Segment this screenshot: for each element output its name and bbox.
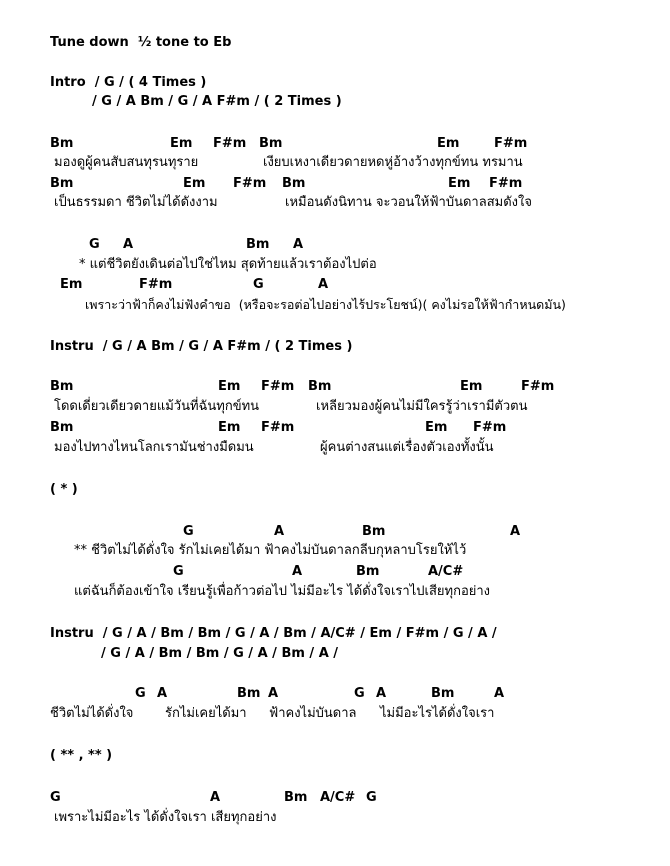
chord: F#m	[261, 379, 295, 394]
chord: F#m	[213, 136, 247, 151]
chord: Em	[460, 379, 483, 394]
chord: Em	[448, 176, 471, 191]
chord: Bm	[246, 237, 270, 252]
chord: F#m	[521, 379, 555, 394]
chord: F#m	[233, 176, 267, 191]
chord: A/C#	[428, 564, 464, 579]
lyric: แต่ฉันก็ต้องเข้าใจ เรียนรู้เพื่อก้าวต่อไป ไม่มีอะไร ได้ดั่งใจเราไปเสียทุกอย่าง	[74, 584, 491, 599]
instru-line-1: Instru / G / A Bm / G / A F#m / ( 2 Times )	[50, 339, 353, 354]
chord: F#m	[261, 420, 295, 435]
chord: G	[50, 790, 61, 805]
chord: G	[89, 237, 100, 252]
lyric: * แต่ชีวิตยังเดินต่อไปใช่ไหม สุดท้ายแล้วเราต้องไปต่อ	[79, 257, 377, 272]
repeat-chorus-marker: ( * )	[50, 482, 78, 497]
chord: F#m	[494, 136, 528, 151]
chord: Em	[183, 176, 206, 191]
lyric: เพราะไม่มีอะไร ได้ดั่งใจเรา เสียทุกอย่าง	[54, 810, 277, 825]
chord: Bm	[259, 136, 283, 151]
chord: A	[274, 524, 285, 539]
chord: Bm	[284, 790, 308, 805]
chord: Em	[170, 136, 193, 151]
chord: Bm	[431, 686, 455, 701]
chord: Bm	[356, 564, 380, 579]
intro-line-2: / G / A Bm / G / A F#m / ( 2 Times )	[92, 94, 342, 109]
chord: Em	[425, 420, 448, 435]
chord: G	[135, 686, 146, 701]
chord: G	[183, 524, 194, 539]
chord: F#m	[489, 176, 523, 191]
lyric: เหลียวมองผู้คนไม่มีใครรู้ว่าเรามีตัวตน	[316, 399, 528, 414]
chord: Em	[218, 420, 241, 435]
tuning-note: Tune down ½ tone to Eb	[50, 35, 232, 50]
chord: A/C#	[320, 790, 356, 805]
lyric: เป็นธรรมดา ชีวิตไม่ได้ดังงาม	[54, 195, 218, 210]
repeat-chorus-2-marker: ( ** , ** )	[50, 748, 113, 763]
lyric: มองไปทางไหนโลกเรามันช่างมืดมน	[54, 440, 254, 455]
chord: Em	[437, 136, 460, 151]
chord: A	[318, 277, 329, 292]
chord: A	[210, 790, 221, 805]
lyric: ไม่มีอะไรได้ดั่งใจเรา	[380, 706, 495, 721]
chord: A	[123, 237, 134, 252]
chord: F#m	[139, 277, 173, 292]
intro-line-1: Intro / G / ( 4 Times )	[50, 75, 207, 90]
chord: A	[157, 686, 168, 701]
chord: Em	[218, 379, 241, 394]
chord: A	[268, 686, 279, 701]
chord: Bm	[50, 379, 74, 394]
chord: F#m	[473, 420, 507, 435]
chord: Bm	[362, 524, 386, 539]
chord: Bm	[50, 136, 74, 151]
lyric: เหมือนดังนิทาน จะวอนให้ฟ้าบันดาลสมดังใจ	[285, 195, 532, 210]
chord: Bm	[308, 379, 332, 394]
chord: Bm	[282, 176, 306, 191]
chord: G	[366, 790, 377, 805]
chord: A	[376, 686, 387, 701]
chord: G	[173, 564, 184, 579]
lyric: ผู้คนต่างสนแต่เรื่องตัวเองทั้งนั้น	[320, 440, 494, 455]
chord: G	[354, 686, 365, 701]
lyric: ชีวิตไม่ได้ดั่งใจ	[50, 706, 134, 721]
lyric: ฟ้าคงไม่บันดาล	[269, 706, 357, 721]
lyric: มองดูผู้คนสับสนทุรนทุราย	[54, 155, 199, 170]
lyric: รักไม่เคยได้มา	[165, 706, 247, 721]
instru-line-2: Instru / G / A / Bm / Bm / G / A / Bm / A/C# / Em / F#m / G / A /	[50, 626, 497, 641]
chord: Bm	[237, 686, 261, 701]
chord: A	[510, 524, 521, 539]
lyric: ** ชีวิตไม่ได้ดั่งใจ รักไม่เคยได้มา ฟ้าคงไม่บันดาลกลีบกุหลาบโรยให้ไว้	[74, 543, 467, 558]
lyric: เพราะว่าฟ้าก็คงไม่ฟังคำขอ (หรือจะรอต่อไปอย่างไร้ประโยชน์)( คงไม่รอให้ฟ้ากำหนดมัน)	[85, 297, 566, 312]
lyric: โดดเดี่ยวเดียวดายแม้วันที่ฉันทุกข์ทน	[54, 399, 260, 414]
lyric: เงียบเหงาเดียวดายหดหู่อ้างว้างทุกข์ทน ทรมาน	[263, 155, 523, 170]
chord: Bm	[50, 420, 74, 435]
chord: A	[292, 564, 303, 579]
chord: Bm	[50, 176, 74, 191]
chord: A	[293, 237, 304, 252]
chord: A	[494, 686, 505, 701]
chord: G	[253, 277, 264, 292]
chord: Em	[60, 277, 83, 292]
instru-line-3: / G / A / Bm / Bm / G / A / Bm / A /	[101, 646, 339, 661]
